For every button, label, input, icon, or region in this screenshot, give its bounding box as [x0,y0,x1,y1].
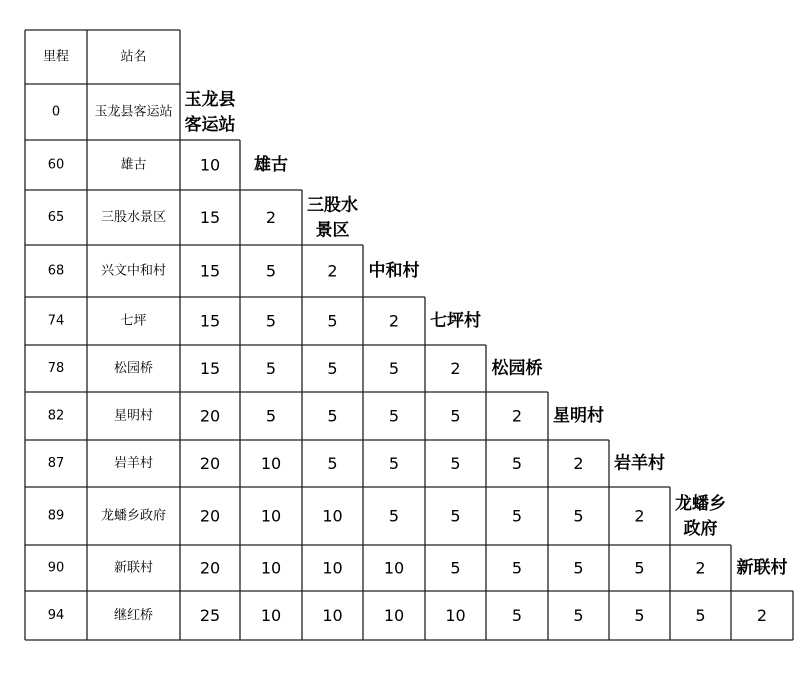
mileage-cell: 65 [47,210,65,225]
fare-cell: 20 [199,558,221,578]
station-name-cell: 雄古 [120,157,147,173]
diagonal-station-label: 星明村 [553,406,604,426]
station-name-cell: 松园桥 [113,361,154,376]
mileage-cell: 78 [47,361,65,376]
mileage-cell: 74 [47,313,65,329]
mileage-cell: 82 [47,408,65,424]
station-name-cell: 兴文中和村 [100,263,167,279]
fare-cell: 15 [199,359,221,378]
fare-cell: 5 [511,558,523,578]
mileage-cell: 0 [51,104,61,120]
fare-cell: 10 [445,606,466,625]
fare-cell: 5 [265,311,277,331]
mileage-cell: 89 [47,508,65,524]
fare-cell: 5 [573,558,584,578]
fare-cell: 5 [388,454,400,473]
fare-cell: 2 [695,558,706,578]
fare-cell: 10 [322,558,343,578]
fare-cell: 15 [199,261,221,281]
fare-cell: 20 [199,506,221,526]
mileage-header: 里程 [42,49,70,65]
station-name-cell: 新联村 [113,560,154,576]
fare-cell: 5 [388,359,400,378]
fare-cell: 5 [450,506,461,526]
fare-cell: 2 [388,311,400,331]
fare-cell: 5 [634,606,645,625]
fare-cell: 2 [265,208,277,227]
mileage-cell: 90 [47,560,65,576]
fare-cell: 2 [450,359,461,378]
mileage-cell: 68 [47,263,65,279]
station-name-cell: 继红桥 [113,608,154,623]
fare-cell: 5 [695,606,706,625]
fare-cell: 2 [756,606,768,625]
fare-cell: 5 [573,506,584,526]
fare-cell: 5 [265,359,277,378]
fare-cell: 10 [260,558,282,578]
fare-cell: 25 [199,606,221,625]
fare-cell: 5 [388,506,400,526]
station-name-cell: 七坪 [120,313,147,329]
mileage-cell: 60 [47,157,65,173]
fare-cell: 10 [322,606,343,625]
station-name-cell: 玉龙县客运站 [94,104,173,120]
station-name-cell: 星明村 [113,408,154,424]
fare-cell: 2 [573,454,584,473]
fare-cell: 5 [450,558,461,578]
diagonal-station-label: 龙蟠乡 [675,494,726,514]
fare-cell: 5 [450,454,461,473]
diagonal-station-label: 雄古 [254,155,288,175]
fare-cell: 2 [327,261,338,281]
station-name-cell: 三股水景区 [100,210,167,225]
fare-cell: 5 [511,454,523,473]
fare-cell: 10 [260,506,282,526]
fare-cell: 5 [388,406,400,426]
fare-cell: 5 [265,406,277,426]
fare-cell: 20 [199,454,221,473]
station-header: 站名 [120,49,147,65]
fare-cell: 5 [511,606,523,625]
station-name-cell: 龙蟠乡政府 [100,508,167,524]
fare-cell: 10 [383,558,405,578]
fare-cell: 2 [511,406,523,426]
diagonal-station-label: 七坪村 [430,311,481,331]
diagonal-station-label: 新联村 [736,558,788,578]
fare-cell: 10 [383,606,405,625]
fare-cell: 5 [450,406,461,426]
diagonal-station-label: 中和村 [368,261,420,281]
fare-cell: 10 [322,506,343,526]
mileage-cell: 94 [47,608,65,623]
fare-cell: 5 [327,406,338,426]
fare-cell: 20 [199,406,221,426]
fare-cell: 2 [634,506,645,526]
fare-cell: 5 [634,558,645,578]
diagonal-station-label: 岩羊村 [614,453,665,474]
fare-cell: 10 [260,454,282,473]
station-name-cell: 岩羊村 [113,456,154,471]
diagonal-station-label: 三股水 [307,195,358,216]
fare-cell: 15 [199,208,221,227]
fare-cell: 5 [327,311,338,331]
fare-cell: 5 [511,506,523,526]
diagonal-station-label: 景区 [315,220,350,241]
fare-cell: 5 [327,454,338,473]
fare-cell: 10 [199,155,221,175]
fare-cell: 15 [199,311,221,331]
diagonal-station-label: 松园桥 [491,358,543,379]
fare-cell: 5 [327,359,338,378]
mileage-cell: 87 [47,456,65,471]
diagonal-station-label: 政府 [683,519,718,539]
fare-cell: 5 [573,606,584,625]
diagonal-station-label: 玉龙县 [184,90,236,110]
diagonal-station-label: 客运站 [184,115,236,135]
fare-cell: 5 [265,261,277,281]
fare-cell: 10 [260,606,282,625]
